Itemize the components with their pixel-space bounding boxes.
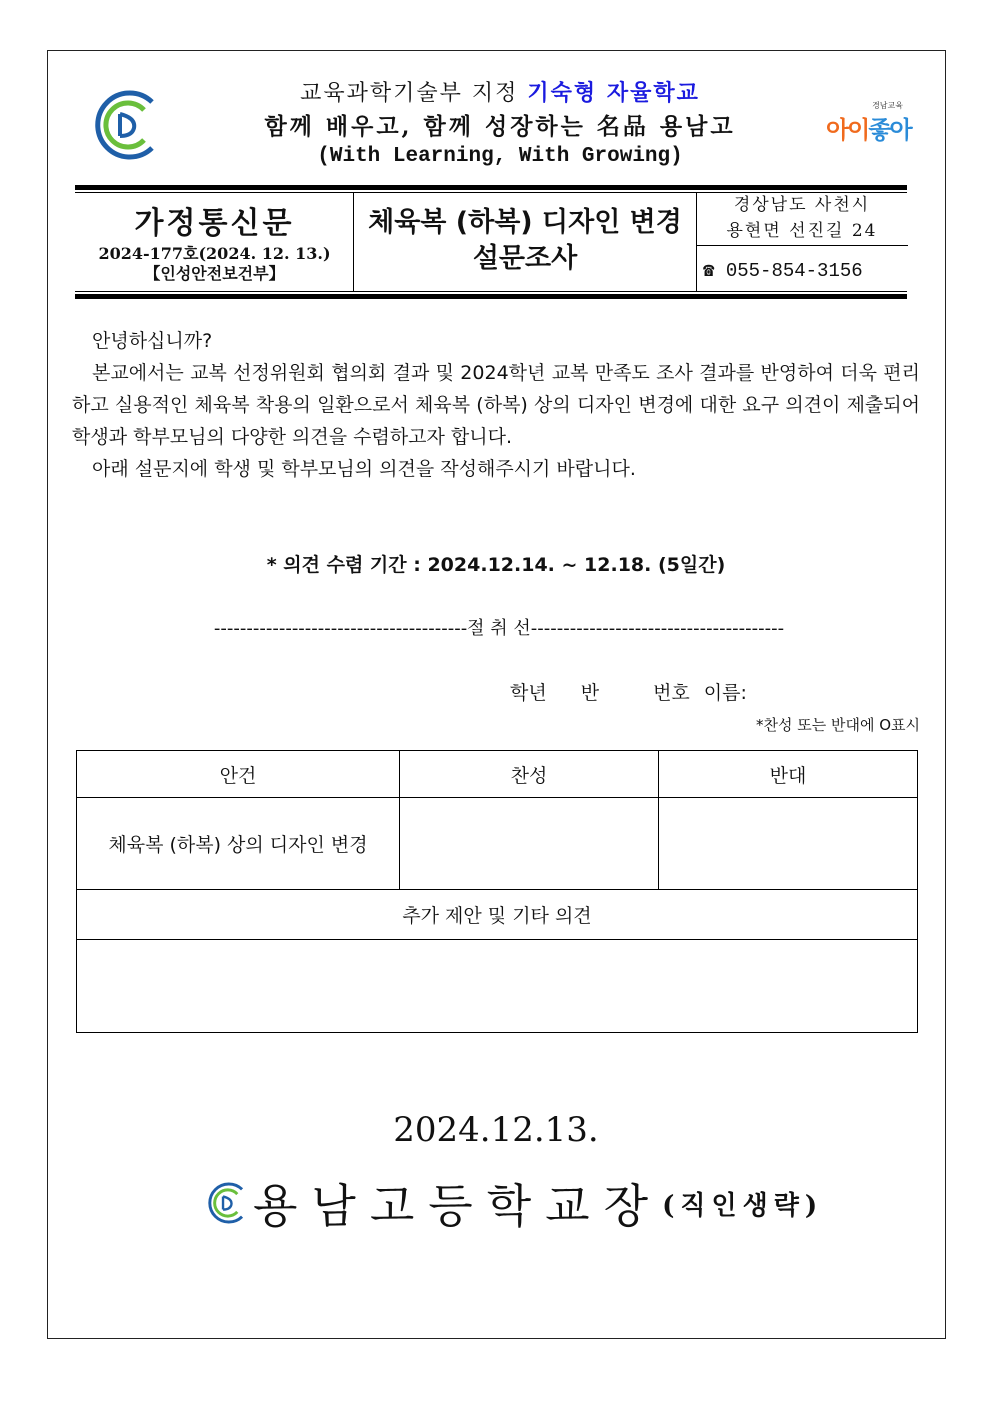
divider — [696, 245, 908, 246]
designation-text: 교육과학기술부 지정 — [300, 81, 528, 106]
designation-highlight: 기숙형 자율학교 — [527, 80, 700, 106]
masthead-top-rule — [75, 185, 907, 190]
notice-type: 가정통신문 — [134, 206, 295, 241]
number-field[interactable]: 번호 — [653, 682, 690, 704]
brand-part1: 아이 — [826, 116, 869, 144]
letter-body — [72, 325, 920, 485]
name-field[interactable]: 이름: — [703, 682, 747, 704]
table-row — [77, 798, 918, 890]
agree-cell[interactable] — [400, 798, 659, 890]
brand-text — [826, 110, 911, 145]
marking-note: *찬성 또는 반대에 O표시 — [755, 716, 920, 734]
signature — [205, 1170, 823, 1236]
school-address — [697, 192, 907, 244]
table-header-row — [77, 751, 918, 798]
telephone-icon: ☎ — [703, 260, 726, 282]
extra-opinion-cell[interactable] — [77, 940, 918, 1033]
header-agree: 찬성 — [400, 751, 659, 798]
brand-small-text: 경남교육 — [872, 101, 903, 110]
slogan: 함께 배우고, 함께 성장하는 名品 용남고 — [264, 113, 736, 140]
school-logo-icon — [90, 88, 160, 162]
department: 【인성안전보건부】 — [144, 264, 285, 283]
phone-number: 055-854-3156 — [725, 260, 863, 282]
paragraph: 본교에서는 교복 선정위원회 협의회 결과 및 2024학년 교복 만족도 조사 결과를 반영하여 더욱 편리하고 실용적인 체육복 착용의 일환으로서 체육복 (하복) 상의 디자인 변경에 대한 요구 의견이 제출되어 학생과 학부모님의 다양한 의견을 수렴하고자 합니다. — [72, 362, 920, 448]
header-oppose: 반대 — [659, 751, 918, 798]
class-field[interactable]: 반 — [580, 682, 600, 704]
collection-period: * 의견 수렴 기간 : 2024.12.14. ~ 12.18. (5일간) — [266, 554, 726, 576]
phone — [703, 259, 863, 282]
seal-omitted: (직인생략) — [662, 1190, 824, 1221]
school-logo-icon — [205, 1181, 247, 1225]
designation-line — [200, 76, 800, 107]
brand-logo — [826, 100, 921, 150]
item-cell: 체육복 (하복) 상의 디자인 변경 — [77, 798, 400, 890]
grade-field[interactable]: 학년 — [510, 682, 547, 704]
issue-number: 2024-177호(2024. 12. 13.) — [98, 244, 331, 263]
extra-opinion-label: 추가 제안 및 기타 의견 — [77, 890, 918, 940]
header-item: 안건 — [77, 751, 400, 798]
masthead-bottom-rule — [75, 294, 907, 299]
issue-date: 2024.12.13. — [393, 1110, 599, 1150]
student-info-fields — [510, 678, 781, 705]
table-row — [77, 940, 918, 1033]
brand-part2: 좋아 — [868, 116, 911, 144]
address-line1: 경상남도 사천시 — [733, 195, 871, 215]
notice-title — [354, 205, 696, 277]
title-line2: 설문조사 — [472, 243, 578, 274]
signer-name: 용남고등학교장 — [253, 1179, 663, 1233]
paragraph: 아래 설문지에 학생 및 학부모님의 의견을 작성해주시기 바랍니다. — [92, 458, 636, 480]
title-line1: 체육복 (하복) 디자인 변경 — [368, 207, 682, 238]
address-line2: 용현면 선진길 24 — [726, 221, 878, 241]
cut-line: ---------------------------------------절 취 선--------------------------------------- — [213, 618, 785, 639]
slogan-english: (With Learning, With Growing) — [317, 145, 683, 168]
greeting: 안녕하십니까? — [92, 330, 213, 352]
table-row — [77, 890, 918, 940]
masthead-bottom-rule-thin — [75, 291, 907, 292]
oppose-cell[interactable] — [659, 798, 918, 890]
survey-table — [76, 750, 918, 1033]
